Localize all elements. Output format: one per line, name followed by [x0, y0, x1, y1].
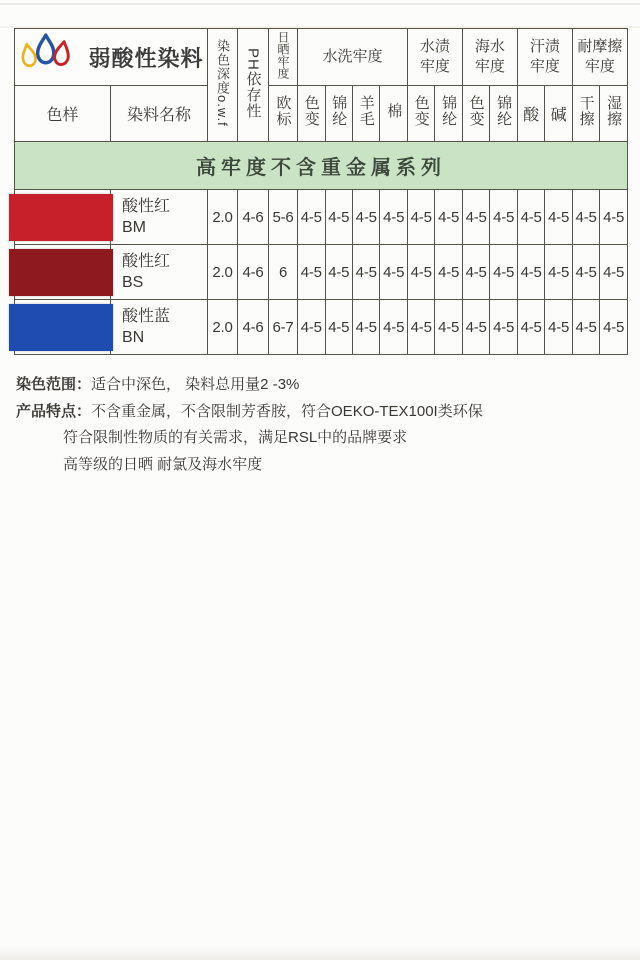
value-cell: 4-5 — [600, 190, 628, 245]
sub-header-sweat-acid: 酸 — [517, 86, 544, 142]
group-header-light-fastness: 日晒牢度 — [269, 29, 298, 86]
value-cell: 4-5 — [407, 300, 434, 355]
value-cell: 4-5 — [352, 300, 379, 355]
sub-header-eu-standard: 欧标 — [269, 86, 298, 142]
dye-code: BM — [122, 219, 146, 236]
table-row — [15, 245, 628, 300]
dye-name-cell — [111, 190, 208, 245]
color-swatch-cell — [15, 245, 111, 300]
sub-header-water-nylon: 锦纶 — [435, 86, 462, 142]
group-header-seawater-fastness: 海水牢度 — [462, 29, 517, 86]
blue-drop-icon — [37, 35, 53, 63]
value-cell: 4-5 — [298, 300, 325, 355]
value-cell: 4-5 — [325, 190, 352, 245]
scan-artifact — [0, 3, 640, 5]
value-cell: 4-5 — [298, 245, 325, 300]
value-cell: 4-5 — [490, 300, 517, 355]
value-cell: 4-5 — [352, 245, 379, 300]
dye-code: BS — [122, 274, 144, 291]
sub-header-wash-nylon: 锦纶 — [325, 86, 352, 142]
group-header-wash-fastness: 水洗牢度 — [298, 29, 408, 86]
col-header-color-sample: 色样 — [15, 86, 111, 142]
value-cell: 4-5 — [600, 245, 628, 300]
value-cell: 4-5 — [325, 300, 352, 355]
color-swatch-cell — [15, 300, 111, 355]
value-cell: 4-5 — [545, 190, 572, 245]
sub-header-wash-cotton: 棉 — [380, 86, 407, 142]
color-swatch — [9, 249, 113, 296]
sub-header-wash-wool: 羊毛 — [352, 86, 379, 142]
footnotes — [16, 372, 483, 478]
value-cell: 4-5 — [352, 190, 379, 245]
series-banner: 高牢度不含重金属系列 — [15, 142, 628, 190]
group-header-rubbing-fastness: 耐摩擦牢度 — [572, 29, 627, 86]
value-cell: 4-5 — [490, 245, 517, 300]
header-group-row — [15, 29, 628, 86]
note-feature-line3: 高等级的日晒 耐氯及海水牢度 — [63, 455, 263, 473]
value-cell: 4-5 — [517, 300, 544, 355]
note-feature-line2: 符合限制性物质的有关需求，满足RSL中的品牌要求 — [63, 429, 408, 446]
scan-artifact — [0, 946, 640, 960]
droplets-logo-icon — [19, 32, 79, 82]
value-cell: 4-5 — [435, 300, 462, 355]
color-swatch — [9, 304, 113, 351]
sub-header-sea-shade-change: 色变 — [462, 86, 489, 142]
value-cell: 4-5 — [545, 245, 572, 300]
value-cell: 4-6 — [238, 300, 269, 355]
color-swatch-cell — [15, 190, 111, 245]
value-cell: 4-5 — [572, 190, 599, 245]
dye-name-cell — [111, 245, 208, 300]
sub-header-wash-shade-change: 色变 — [298, 86, 325, 142]
note-dyeing-range — [16, 372, 483, 399]
red-drop-icon — [53, 40, 70, 65]
value-cell: 4-5 — [572, 245, 599, 300]
dye-name: 酸性红 — [122, 253, 171, 270]
value-cell: 4-5 — [572, 300, 599, 355]
value-cell: 4-5 — [380, 245, 407, 300]
note-product-features — [16, 399, 483, 426]
value-cell: 2.0 — [208, 245, 238, 300]
dye-code: BN — [122, 329, 145, 346]
value-cell: 4-5 — [407, 245, 434, 300]
logo-cell — [15, 29, 208, 86]
group-header-water-fastness: 水渍牢度 — [407, 29, 462, 86]
value-cell: 2.0 — [208, 190, 238, 245]
group-header-perspiration-fastness: 汗渍牢度 — [517, 29, 572, 86]
header-sub-row — [15, 86, 628, 142]
note-label: 产品特点： — [16, 402, 92, 420]
sub-header-sweat-alkali: 碱 — [545, 86, 572, 142]
value-cell: 6 — [269, 245, 298, 300]
value-cell: 4-5 — [435, 190, 462, 245]
value-cell: 4-5 — [325, 245, 352, 300]
value-cell: 4-6 — [238, 245, 269, 300]
table-row — [15, 190, 628, 245]
value-cell: 2.0 — [208, 300, 238, 355]
note-text: 不含重金属，不含限制芳香胺，符合OEKO-TEX100I类环保 — [91, 402, 483, 420]
yellow-drop-icon — [20, 43, 36, 67]
value-cell: 4-5 — [380, 190, 407, 245]
sub-header-water-shade-change: 色变 — [407, 86, 434, 142]
value-cell: 4-6 — [238, 190, 269, 245]
value-cell: 4-5 — [600, 300, 628, 355]
brand-title: 弱酸性染料 — [88, 45, 204, 71]
note-label: 染色范围： — [16, 376, 92, 393]
value-cell: 4-5 — [490, 190, 517, 245]
value-cell: 4-5 — [462, 190, 489, 245]
value-cell: 4-5 — [517, 245, 544, 300]
sub-header-rub-dry: 干擦 — [572, 86, 599, 142]
value-cell: 4-5 — [407, 190, 434, 245]
table-row — [15, 300, 628, 355]
value-cell: 4-5 — [298, 190, 325, 245]
color-swatch — [9, 194, 113, 241]
dye-name-cell — [111, 300, 208, 355]
value-cell: 4-5 — [435, 245, 462, 300]
col-header-dye-depth: 染色深度o.w.f — [208, 29, 238, 142]
series-banner-row — [15, 142, 628, 190]
value-cell: 4-5 — [545, 300, 572, 355]
value-cell: 5-6 — [269, 190, 298, 245]
dye-name: 酸性蓝 — [122, 308, 171, 325]
col-header-dye-name: 染料名称 — [111, 86, 208, 142]
dye-spec-table — [14, 28, 628, 355]
col-header-ph-dependency: PH依存性 — [238, 29, 269, 142]
sub-header-rub-wet: 湿擦 — [600, 86, 628, 142]
value-cell: 6-7 — [269, 300, 298, 355]
value-cell: 4-5 — [517, 190, 544, 245]
value-cell: 4-5 — [462, 300, 489, 355]
value-cell: 4-5 — [380, 300, 407, 355]
dye-name: 酸性红 — [122, 198, 171, 215]
sub-header-sea-nylon: 锦纶 — [490, 86, 517, 142]
brand-logo — [15, 32, 207, 82]
value-cell: 4-5 — [462, 245, 489, 300]
note-text: 适合中深色， 染料总用量2 -3% — [91, 376, 300, 393]
